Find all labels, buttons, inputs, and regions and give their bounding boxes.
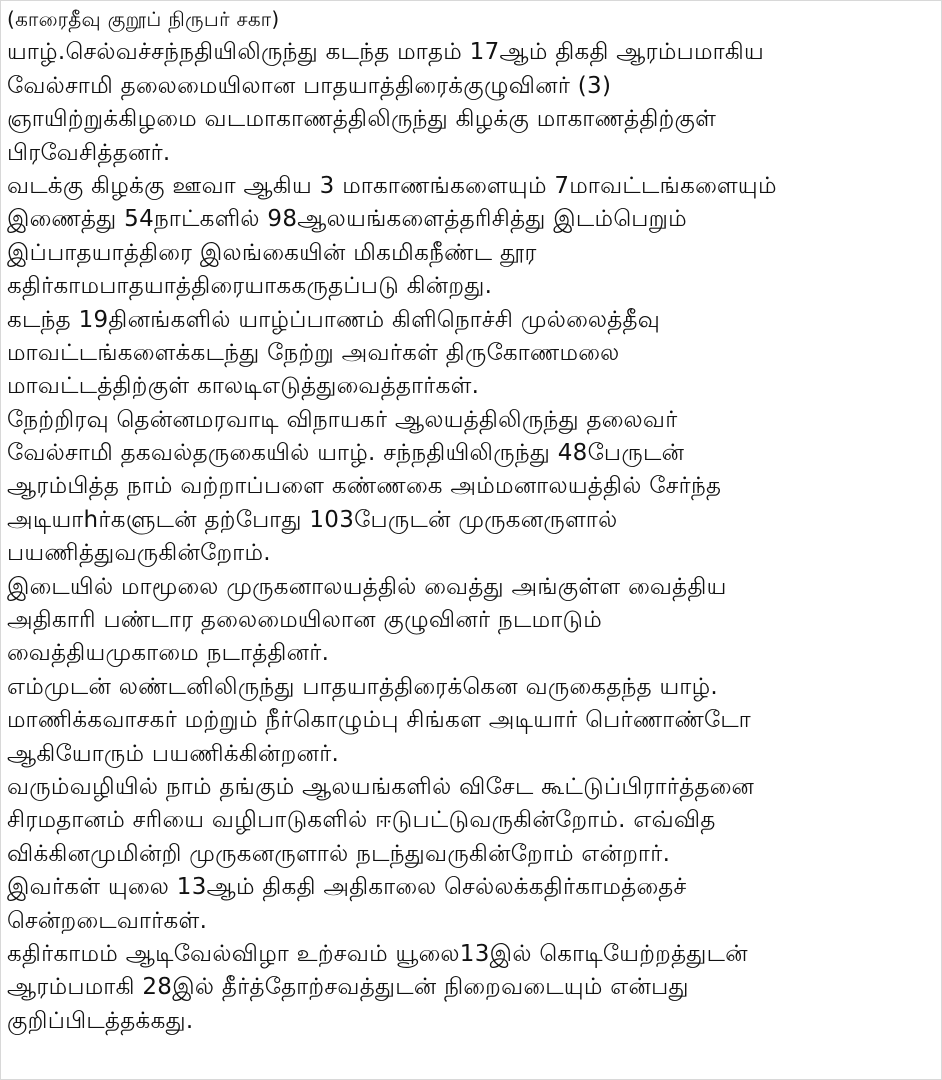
text-line: இப்பாதயாத்திரை இலங்கையின் மிகமிகநீண்ட தூர [7,239,537,266]
text-line: அதிகாரி பண்டார தலைமையிலான குழுவினர் நடமாடும் [7,607,603,634]
text-line: வேல்சாமி தலைமையிலான பாதயாத்திரைக்குழுவினர் (3) [7,72,612,99]
text-line: விக்கினமுமின்றி முருகனருளால் நடந்துவருகின்றோம் என்றார். [7,840,671,867]
text-line: வைத்தியமுகாமை நடாத்தினர். [7,640,330,667]
text-line: வேல்சாமி தகவல்தருகையில் யாழ். சந்நதியிலிருந்து 48பேருடன் [7,440,685,467]
text-line: எம்முடன் லண்டனிலிருந்து பாதயாத்திரைக்கென வருகைதந்த யாழ். [7,673,719,700]
text-line: நேற்றிரவு தென்னமரவாடி விநாயகர் ஆலயத்திலிருந்து தலைவர் [7,406,678,433]
text-line: ஞாயிற்றுக்கிழமை வடமாகாணத்திலிருந்து கிழக்கு மாகாணத்திற்குள் [7,106,717,133]
byline: (காரைதீவு குறூப் நிருபர் சகா) [7,7,280,31]
text-line: ஆகியோரும் பயணிக்கின்றனர். [7,740,340,767]
text-line: இவர்கள் யுலை 13ஆம் திகதி அதிகாலை செல்லக்கதிர்காமத்தைச் [7,874,687,901]
text-line: பயணித்துவருகின்றோம். [7,540,271,567]
text-line: மாவட்டத்திற்குள் காலடிஎடுத்துவைத்தார்கள். [7,373,480,400]
text-line: மாவட்டங்களைக்கடந்து நேற்று அவர்கள் திருகோணமலை [7,339,620,366]
text-line: வடக்கு கிழக்கு ஊவா ஆகிய 3 மாகாணங்களையும் 7மாவட்டங்களையும் [7,172,777,199]
text-line: மாணிக்கவாசகர் மற்றும் நீர்கொழும்பு சிங்கள அடியார் பெர்ணாண்டோ [7,707,751,734]
article-text [7,3,937,1038]
text-line: வரும்வழியில் நாம் தங்கும் ஆலயங்களில் விசேட கூட்டுப்பிரார்த்தனை [7,773,755,800]
text-line: சென்றடைவார்கள். [7,907,208,934]
text-line: குறிப்பிடத்தக்கது. [7,1007,194,1034]
text-line: யாழ்.செல்வச்சந்நதியிலிருந்து கடந்த மாதம் 17ஆம் திகதி ஆரம்பமாகிய [7,39,765,66]
text-line: இடையில் மாமூலை முருகனாலயத்தில் வைத்து அங்குள்ள வைத்திய [7,573,727,600]
text-line: இணைத்து 54நாட்களில் 98ஆலயங்களைத்தரிசித்து இடம்பெறும் [7,206,687,233]
text-line: பிரவேசித்தனர். [7,139,171,166]
text-line: ஆரம்பமாகி 28இல் தீர்த்தோற்சவத்துடன் நிறைவடையும் என்பது [7,974,689,1001]
text-line: கடந்த 19தினங்களில் யாழ்ப்பாணம் கிளிநொச்சி முல்லைத்தீவு [7,306,661,333]
text-line: அடியாhர்களுடன் தற்போது 103பேருடன் முருகனருளால் [7,506,618,533]
text-line: கதிர்காமம் ஆடிவேல்விழா உற்சவம் யூலை13இல் கொடியேற்றத்துடன் [7,940,748,967]
text-line: கதிர்காமபாதயாத்திரையாககருதப்படு கின்றது. [7,273,493,300]
text-line: சிரமதானம் சரியை வழிபாடுகளில் ஈடுபட்டுவருகின்றோம். எவ்வித [7,807,716,834]
text-line: ஆரம்பித்த நாம் வற்றாப்பளை கண்ணகை அம்மனாலயத்தில் சேர்ந்த [7,473,722,500]
